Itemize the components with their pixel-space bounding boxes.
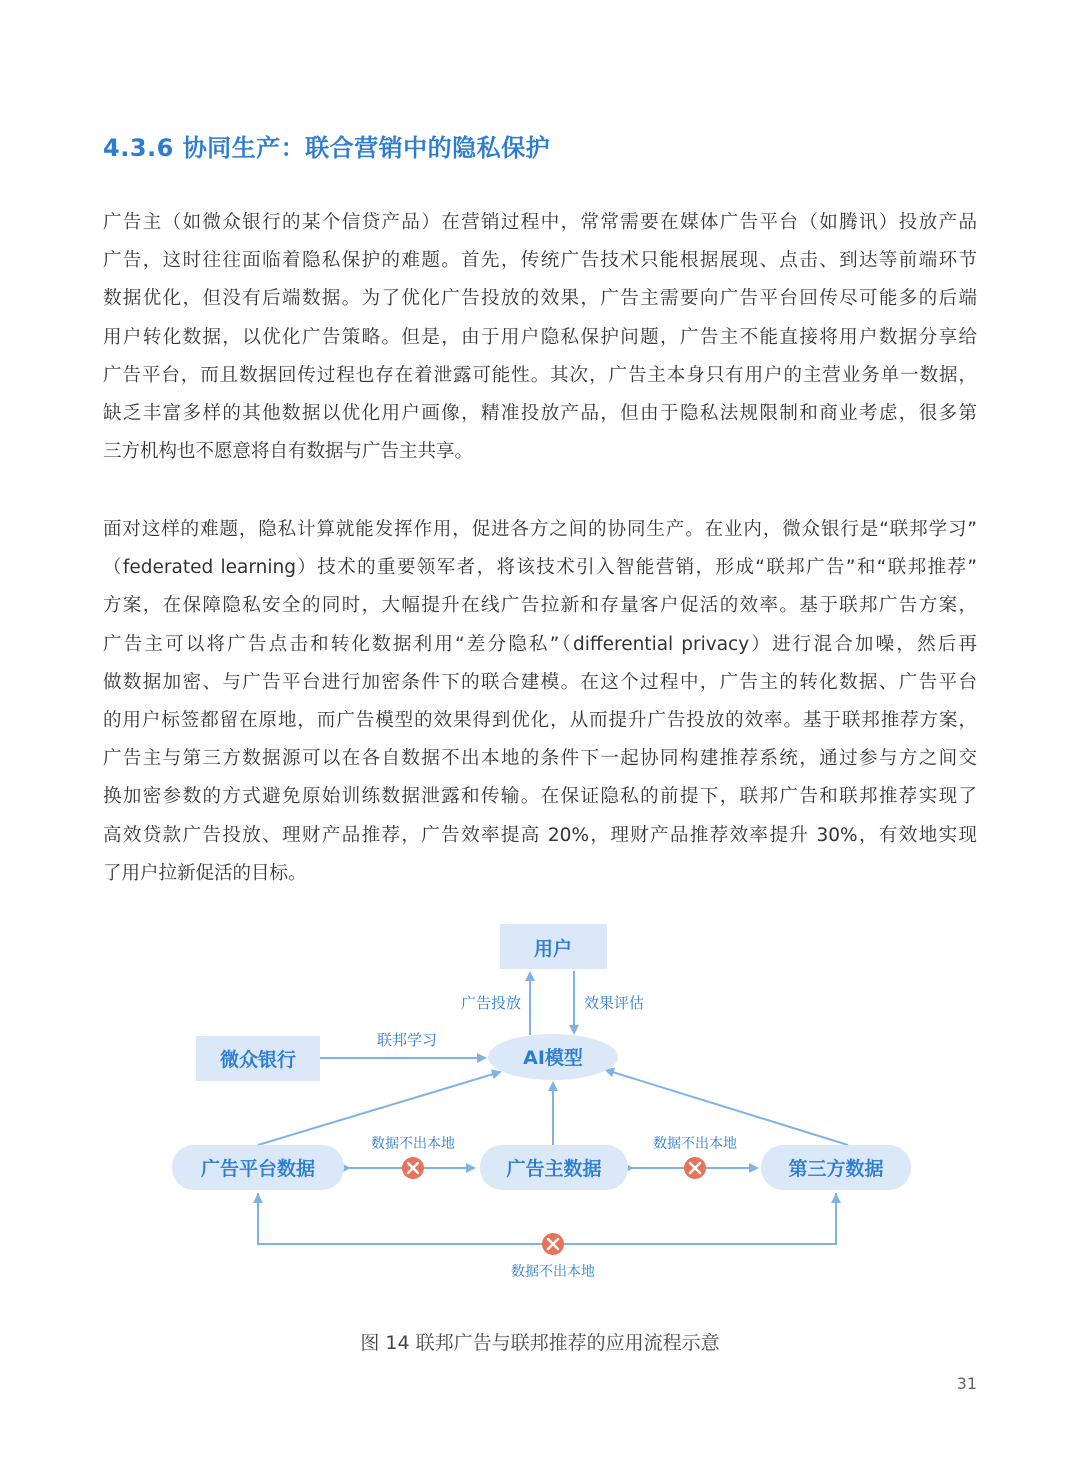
cross-icon xyxy=(402,1157,424,1179)
text-line: 广告平台，而且数据回传过程也存在着泄露可能性。其次，广告主本身只有用户的主营业务单一数据， xyxy=(103,364,977,386)
text-line: 数据优化，但没有后端数据。为了优化广告投放的效果，广告主需要向广告平台回传尽可能多的后端 xyxy=(103,288,977,310)
node-webank-label: 微众银行 xyxy=(219,1049,297,1071)
text-line: 面对这样的难题，隐私计算就能发挥作用，促进各方之间的协同生产。在业内，微众银行是“联邦学习” xyxy=(103,519,977,540)
text-line: 三方机构也不愿意将自有数据与广告主共享。 xyxy=(103,441,474,463)
text-line: 换加密参数的方式避免原始训练数据泄露和传输。在保证隐私的前提下，联邦广告和联邦推荐实现了 xyxy=(103,786,977,808)
text-line: 做数据加密、与广告平台进行加密条件下的联合建模。在这个过程中，广告主的转化数据、广告平台 xyxy=(103,671,977,693)
label-federated-learning: 联邦学习 xyxy=(376,1031,438,1049)
text-line: 用户转化数据，以优化广告策略。但是，由于用户隐私保护问题，广告主不能直接将用户数据分享给 xyxy=(103,326,977,348)
text-line: 广告，这时往往面临着隐私保护的难题。首先，传统广告技术只能根据展现、点击、到达等前端环节 xyxy=(103,250,977,272)
cross-icon xyxy=(542,1233,564,1255)
label-no-local-bottom: 数据不出本地 xyxy=(511,1264,595,1280)
text-line: 缺乏丰富多样的其他数据以优化用户画像，精准投放产品，但由于隐私法规限制和商业考虑，很多第 xyxy=(103,403,977,425)
node-advertiser-data-label: 广告主数据 xyxy=(506,1158,602,1180)
cross-icon xyxy=(684,1157,706,1179)
node-user-label: 用户 xyxy=(533,938,573,960)
text-line: 了用户拉新促活的目标。 xyxy=(103,862,307,884)
node-ai-model-label: AI模型 xyxy=(523,1047,583,1069)
text-line: 方案，在保障隐私安全的同时，大幅提升在线广告拉新和存量客户促活的效率。基于联邦广告方案， xyxy=(103,595,977,617)
section-heading: 4.3.6 协同生产：联合营销中的隐私保护 xyxy=(103,134,551,162)
text-line: （federated learning）技术的重要领军者，将该技术引入智能营销，形成“联邦广告”和“联邦推荐” xyxy=(103,557,977,579)
text-line: 广告主与第三方数据源可以在各自数据不出本地的条件下一起协同构建推荐系统，通过参与方之间交 xyxy=(103,748,977,770)
node-third-party-data-label: 第三方数据 xyxy=(788,1158,884,1180)
text-line: 广告主（如微众银行的某个信贷产品）在营销过程中，常常需要在媒体广告平台（如腾讯）投放产品 xyxy=(103,212,977,233)
label-no-local-left: 数据不出本地 xyxy=(371,1136,455,1152)
figure-caption: 图 14 联邦广告与联邦推荐的应用流程示意 xyxy=(360,1332,720,1354)
text-line: 高效贷款广告投放、理财产品推荐，广告效率提高 20%，理财产品推荐效率提升 30%，有效地实现 xyxy=(103,824,977,846)
arrow-third-party-to-ai xyxy=(606,1070,848,1145)
node-platform-data-label: 广告平台数据 xyxy=(200,1158,316,1180)
label-ad-delivery: 广告投放 xyxy=(460,994,521,1012)
label-effect-eval: 效果评估 xyxy=(584,994,645,1012)
label-no-local-right: 数据不出本地 xyxy=(653,1136,737,1152)
page-number: 31 xyxy=(956,1374,977,1393)
arrow-platform-to-ai xyxy=(258,1072,500,1145)
text-line: 的用户标签都留在原地，而广告模型的效果得到优化，从而提升广告投放的效率。基于联邦推荐方案， xyxy=(103,710,977,732)
text-line: 广告主可以将广告点击和转化数据利用“差分隐私”（differential privacy）进行混合加噪，然后再 xyxy=(103,633,977,655)
